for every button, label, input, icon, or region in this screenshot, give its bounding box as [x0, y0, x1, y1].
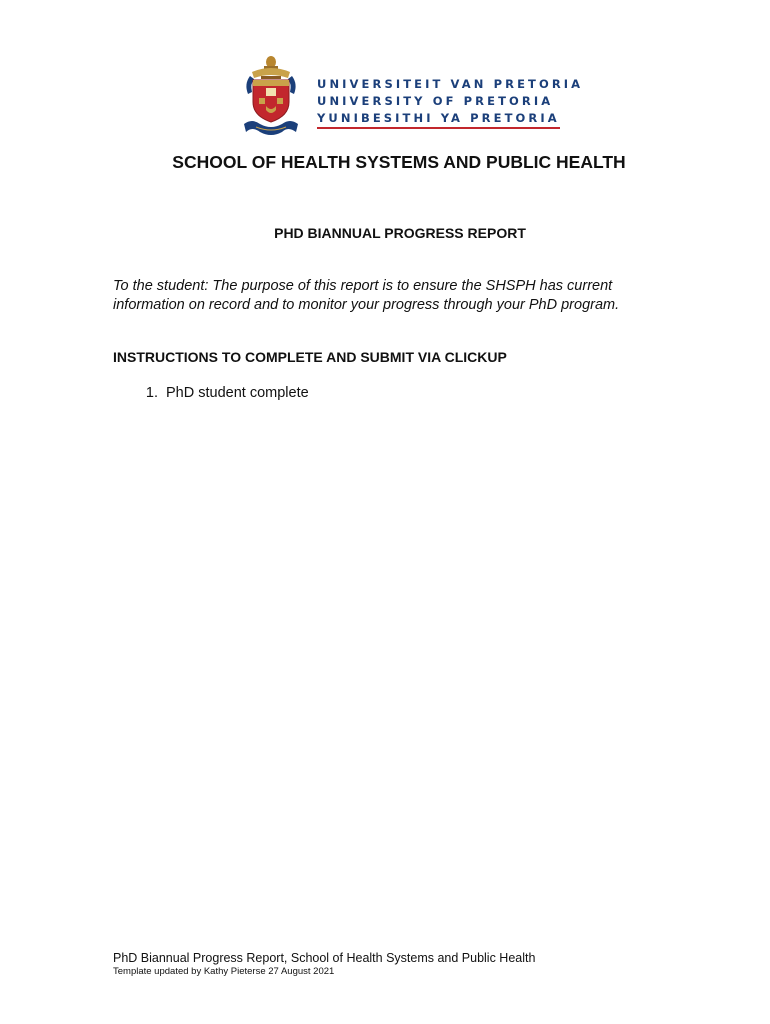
page-footer [113, 950, 535, 978]
document-title: SCHOOL OF HEALTH SYSTEMS AND PUBLIC HEALTH [172, 152, 626, 172]
university-crest-icon [242, 54, 300, 138]
instructions-heading: INSTRUCTIONS TO COMPLETE AND SUBMIT VIA CLICKUP [113, 349, 507, 365]
university-name-sepedi: YUNIBESITHI YA PRETORIA [317, 110, 560, 129]
intro-paragraph: To the student: The purpose of this report is to ensure the SHSPH has current information on record and to monitor your progress through your PhD program. [113, 278, 620, 313]
university-name-afrikaans: UNIVERSITEIT VAN PRETORIA [317, 77, 584, 91]
university-name-english: UNIVERSITY OF PRETORIA [317, 93, 554, 108]
list-item [113, 385, 309, 401]
footer-template-note: Template updated by Kathy Pieterse 27 August 2021 [113, 966, 335, 977]
footer-document-title: PhD Biannual Progress Report, School of Health Systems and Public Health [113, 951, 536, 965]
report-subtitle: PHD BIANNUAL PROGRESS REPORT [274, 225, 526, 241]
step-text: PhD student complete [166, 385, 309, 401]
university-logo [242, 54, 584, 140]
instructions-list [113, 385, 309, 401]
step-number: 1. [145, 385, 158, 401]
university-names [317, 76, 584, 129]
